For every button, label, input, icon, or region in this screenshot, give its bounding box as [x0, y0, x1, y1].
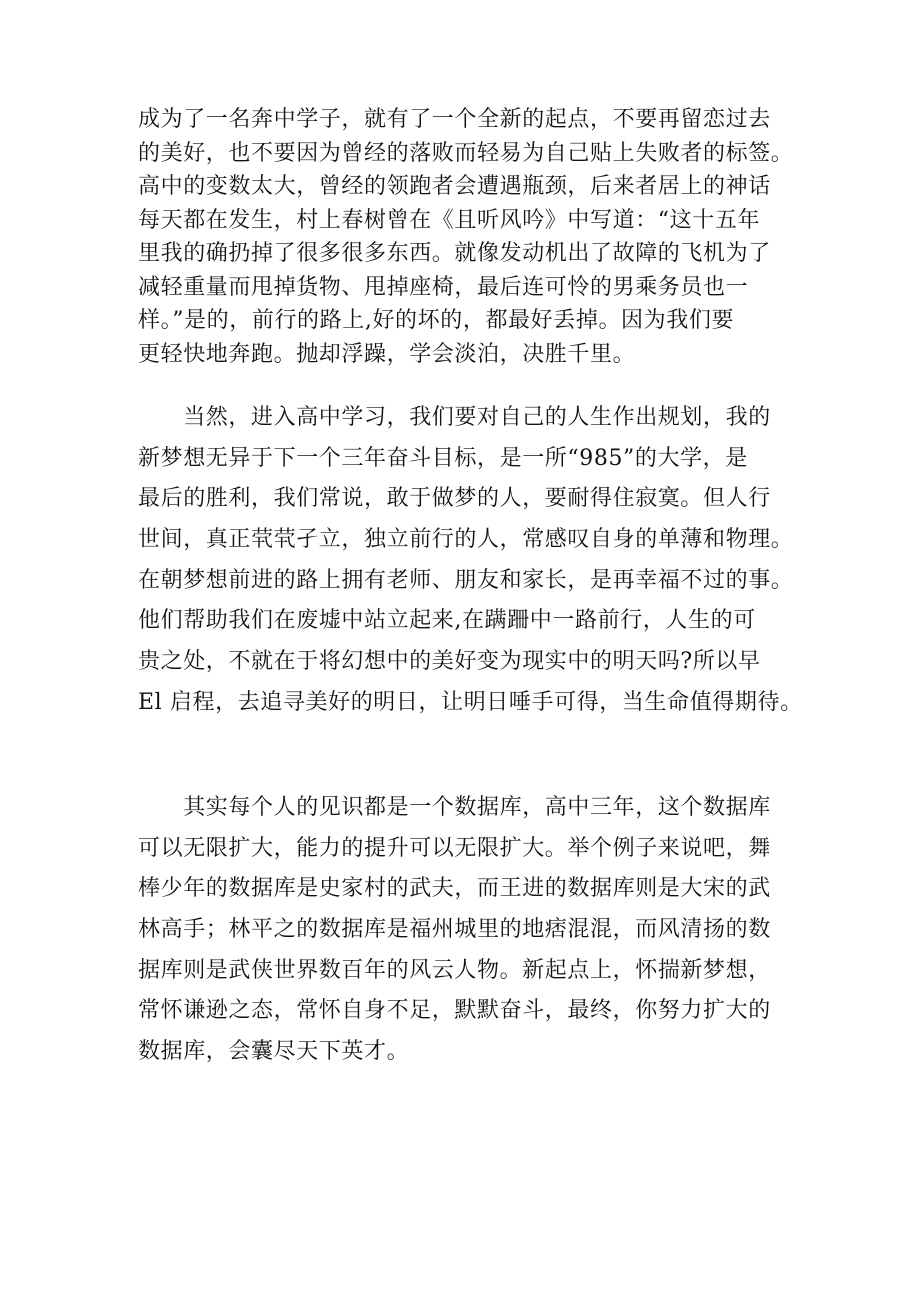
text-line: 的美好，也不要因为曾经的落败而轻易为自己贴上失败者的标签。 — [138, 140, 794, 166]
text-line: 可以无限扩大，能力的提升可以无限扩大。举个例子来说吧，舞 — [138, 835, 771, 861]
text-line: 据库则是武侠世界数百年的风云人物。新起点上，怀揣新梦想， — [138, 957, 771, 983]
text-line: 常怀谦逊之态，常怀自身不足，默默奋斗，最终，你努力扩大的 — [138, 998, 771, 1024]
text-line: 当然，进入高中学习，我们要对自己的人生作出规划，我的 — [138, 405, 771, 430]
text-line: 世间，真正茕茕孑立，独立前行的人，常感叹自身的单薄和物理。 — [138, 527, 794, 553]
text-line: 贵之处，不就在于将幻想中的美好变为现实中的明天吗?所以早 — [138, 649, 761, 675]
text-line: 他们帮助我们在废墟中站立起来,在蹒跚中一路前行，人生的可 — [138, 608, 756, 634]
text-line: 最后的胜利，我们常说，敢于做梦的人，要耐得住寂寞。但人行 — [138, 486, 771, 512]
text-line: 高中的变数太大，曾经的领跑者会遭遇瓶颈，后来者居上的神话 — [138, 174, 771, 199]
text-line: 数据库，会囊尽天下英才。 — [138, 1039, 410, 1065]
text-line: 更轻快地奔跑。抛却浮躁，学会淡泊，决胜千里。 — [138, 341, 636, 367]
text-line: El 启程，去追寻美好的明日，让明日唾手可得，当生命值得期待。 — [138, 689, 803, 715]
text-line: 在朝梦想前进的路上拥有老师、朋友和家长，是再幸福不过的事。 — [138, 567, 794, 593]
paragraph-1 — [138, 103, 798, 371]
text-line: 样。”是的，前行的路上,好的坏的，都最好丢掉。因为我们要 — [138, 308, 735, 333]
text-line: 每天都在发生，村上春树曾在《且听风吟》中写道：“这十五年 — [138, 207, 761, 233]
paragraph-2 — [138, 398, 803, 724]
text-line: 其实每个人的见识都是一个数据库，高中三年，这个数据库 — [138, 795, 771, 820]
text-line: 减轻重量而甩掉货物、甩掉座椅，最后连可怜的男乘务员也一 — [138, 274, 749, 300]
text-line: 棒少年的数据库是史家村的武夫，而王进的数据库则是大宋的武 — [138, 876, 771, 902]
text-line: 林高手；林平之的数据库是福州城里的地痞混混，而风清扬的数 — [138, 917, 771, 943]
text-line: 里我的确扔掉了很多很多东西。就像发动机出了故障的飞机为了 — [138, 241, 771, 266]
paragraph-3 — [138, 788, 798, 1073]
text-line: 新梦想无异于下一个三年奋斗目标，是一所“985”的大学，是 — [138, 445, 748, 471]
text-line: 成为了一名奔中学子，就有了一个全新的起点，不要再留恋过去 — [138, 107, 771, 132]
